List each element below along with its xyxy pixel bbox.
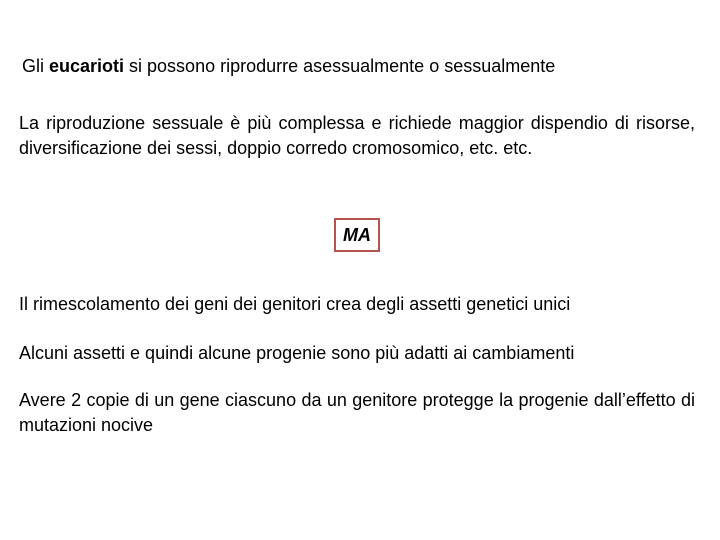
complexity-paragraph: La riproduzione sessuale è più complessa e richiede maggior dispendio di risorse, diversificazione dei sessi, doppio corredo cromosomico, etc. etc. (19, 113, 695, 158)
intro-suffix: si possono riprodurre asessualmente o sessualmente (124, 56, 556, 76)
point-adaptation: Alcuni assetti e quindi alcune progenie sono più adatti ai cambiamenti (19, 343, 575, 363)
ma-label: MA (343, 224, 371, 245)
intro-bold-term: eucarioti (49, 56, 125, 76)
intro-prefix: Gli (22, 56, 49, 76)
point-recombination: Il rimescolamento dei geni dei genitori crea degli assetti genetici unici (19, 294, 571, 314)
ma-highlight-box (334, 218, 380, 252)
intro-paragraph (22, 54, 702, 79)
point-protection: Avere 2 copie di un gene ciascuno da un genitore protegge la progenie dall’effetto di mutazioni nocive (19, 390, 695, 435)
